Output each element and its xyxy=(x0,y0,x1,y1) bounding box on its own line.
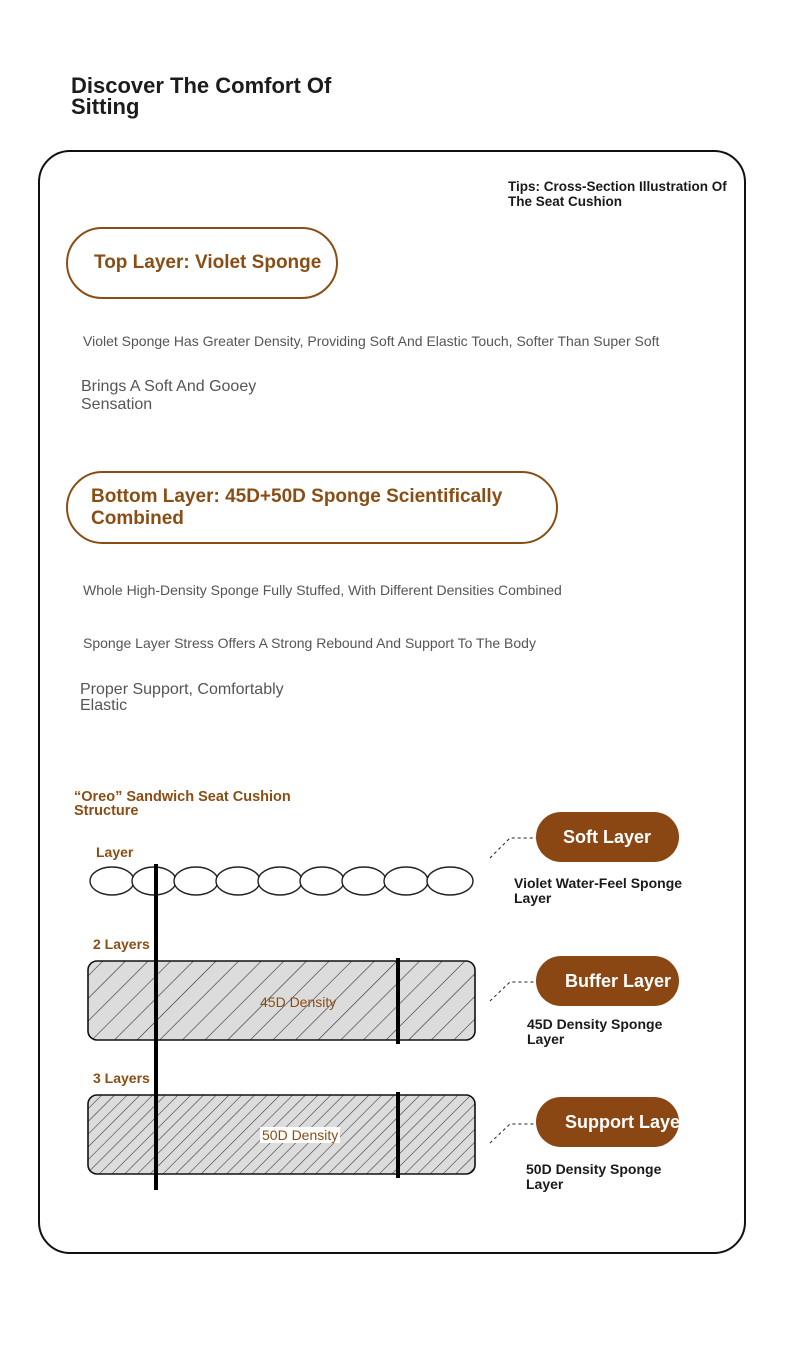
soft-layer-shape xyxy=(90,867,473,895)
bottom-layer-description-1: Whole High-Density Sponge Fully Stuffed, With Different Densities Combined xyxy=(83,582,562,598)
top-layer-description: Violet Sponge Has Greater Density, Providing Soft And Elastic Touch, Softer Than Super Soft xyxy=(83,333,660,349)
bottom-layer-heading-text: Bottom Layer: 45D+50D Sponge Scientifically Combined xyxy=(91,485,503,529)
tips-caption: Tips: Cross-Section Illustration Of The Seat Cushion xyxy=(508,179,727,209)
soft-layer-leader xyxy=(490,838,537,858)
buffer-layer-tag-description: 45D Density Sponge Layer xyxy=(527,1016,663,1047)
top-layer-emphasis: Brings A Soft And Gooey Sensation xyxy=(81,378,257,413)
support-layer-tag-description: 50D Density Sponge Layer xyxy=(526,1161,662,1192)
buffer-layer-tag xyxy=(536,956,679,1006)
buffer-block-label: 45D Density xyxy=(260,994,337,1010)
soft-layer-tag-description: Violet Water-Feel Sponge Layer xyxy=(514,875,683,906)
support-layer-tag-text: Support Layer xyxy=(565,1111,688,1132)
bottom-layer-emphasis: Proper Support, Comfortably Elastic xyxy=(80,681,284,714)
bottom-layer-description-2: Sponge Layer Stress Offers A Strong Rebound And Support To The Body xyxy=(83,635,536,651)
buffer-layer-tag-text: Buffer Layer xyxy=(565,970,672,991)
layer-2-label: 2 Layers xyxy=(93,936,150,952)
soft-layer-tag-text: Soft Layer xyxy=(563,826,652,847)
layer-1-label: Layer xyxy=(96,844,134,860)
layer-3-label: 3 Layers xyxy=(93,1070,150,1086)
support-layer-leader xyxy=(490,1124,537,1143)
buffer-layer-leader xyxy=(490,982,537,1001)
support-block-label: 50D Density xyxy=(262,1127,339,1143)
structure-title: “Oreo” Sandwich Seat Cushion Structure xyxy=(74,789,291,819)
soft-layer-tag xyxy=(536,812,679,862)
top-layer-heading-text: Top Layer: Violet Sponge xyxy=(94,252,322,273)
support-layer-tag xyxy=(536,1097,688,1147)
page-title: Discover The Comfort Of Sitting xyxy=(71,73,332,119)
